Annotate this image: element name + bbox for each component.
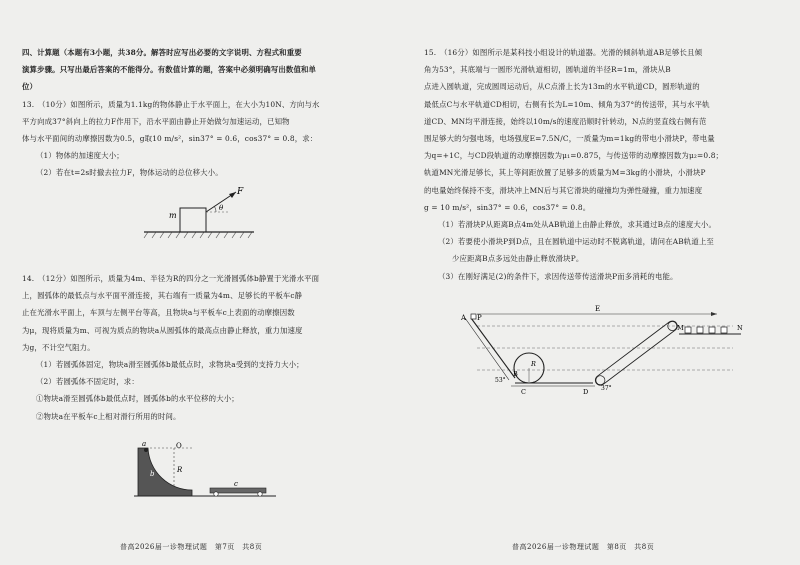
q15-subquestion: （1）若滑块P从距离B点4m处从AB轨道上由静止释放，求其通过B点的速度大小。: [438, 220, 716, 230]
q14-line: 14. （12分）如图所示，质量为4m、半径为R的四分之一光滑圆弧体b静置于光滑水平面: [22, 274, 320, 283]
q14-subsubquestion: ①物块a滑至圆弧体b最低点时，圆弧体b的水平位移的大小；: [36, 394, 239, 404]
left-page-footer: 普高2026届一诊物理试题 第7页 共8页: [120, 543, 263, 551]
q14-o-label: O: [176, 442, 182, 450]
q13-mass-label: m: [169, 211, 177, 220]
q14-line: 止在光滑水平面上，车顶与左侧平台等高，且物块a与平板车c上表面的动摩擦因数: [22, 308, 295, 318]
q13-subquestion: （2）若在t=2s时撤去拉力F，物体运动的总位移大小。: [36, 168, 223, 178]
q15-label-A: A: [461, 314, 467, 322]
q15-line: 道CD、MN均平滑连接，始终以10m/s的速度沿顺时针转动，N点的竖直线右侧有范: [424, 116, 707, 126]
q15-line: 轨道MN光滑足够长，其上等间距放置了足够多的质量为M=3kg的小滑块，小滑块P: [424, 168, 706, 178]
left-page-text: [22, 44, 392, 182]
q13-angle-label: θ: [219, 204, 224, 212]
q13-line: 平方向成37°斜向上的拉力F作用下，沿水平面由静止开始做匀加速运动，已知物: [22, 116, 290, 126]
q14-line: 上，圆弧体的最低点与水平面平滑连接，其右端有一质量为4m、足够长的平板车c静: [22, 291, 303, 301]
q15-line: 点进入圆轨道，完成圆周运动后，从C点滑上长为13m的水平轨道CD，圆形轨道的: [424, 82, 700, 92]
right-page-footer: 普高2026届一诊物理试题 第8页 共8页: [512, 543, 655, 551]
q15-label-N: N: [737, 324, 743, 332]
q13-line: 体与水平面间的动摩擦因数为0.5，g取10 m/s²，sin37° = 0.6，cos37° = 0.8，求：: [22, 134, 318, 144]
q15-line: g = 10 m/s²，sin37° = 0.6，cos37° = 0.8。: [424, 202, 591, 212]
q14-subquestion: （1）若圆弧体固定，物块a滑至圆弧体b最低点时，求物块a受到的支持力大小；: [36, 360, 304, 370]
q14-b-label: b: [150, 470, 155, 478]
q14-subsubquestion: ②物块a在平板车c上相对滑行所用的时间。: [36, 411, 181, 421]
q15-line: 角为53°，其底端与一圆形光滑轨道相切，圆轨道的半径R=1m，滑块从B: [424, 65, 671, 75]
q15-subquestion: 少应距离B点多远处由静止释放滑块P。: [452, 254, 584, 264]
q15-angle-53: 53°: [495, 377, 506, 384]
q15-label-E: E: [595, 305, 601, 313]
q15-label-D: D: [583, 388, 589, 396]
q15-line: 为q=+1C，与CD段轨道的动摩擦因数为μ₁=0.875，与传送带的动摩擦因数为μ₂=0.8；: [424, 151, 724, 161]
section-header-line: 演算步骤。只写出最后答案的不能得分。有数值计算的题，答案中必须明确写出数值和单: [22, 65, 317, 75]
q13-block-figure: [140, 186, 260, 242]
q13-line: 13. （10分）如图所示，质量为1.1kg的物体静止于水平面上，在大小为10N、方向与水: [22, 99, 320, 109]
q13-force-label: F: [237, 187, 244, 197]
section-header-line: 位）: [22, 82, 38, 92]
q15-line: 的电量始终保持不变，滑块冲上MN后与其它滑块的碰撞均为弹性碰撞，重力加速度: [424, 185, 703, 195]
q15-subquestion: （3）在刚好满足(2)的条件下，求因传送带传送滑块P而多消耗的电能。: [438, 271, 678, 281]
q15-label-R: R: [531, 360, 536, 368]
q15-line: 最低点C与水平轨道CD相切，右侧有长为L=10m、倾角为37°的传送带，其与水平轨: [424, 99, 710, 109]
q15-line: 15. （16分）如图所示是某科技小组设计的轨道器。光滑的倾斜轨道AB足够长且倾: [424, 48, 703, 57]
q15-label-P: P: [477, 314, 482, 322]
q14-r-label: R: [177, 466, 183, 474]
q15-line: 围足够大的匀强电场，电场强度E=7.5N/C，一质量为m=1kg的带电小滑块P，带电量: [424, 134, 715, 144]
q14-c-label: c: [234, 480, 238, 488]
q14-a-label: a: [142, 440, 147, 448]
q14-line: 为μ，现将质量为m、可视为质点的物块a从圆弧体的最高点由静止释放，重力加速度: [22, 325, 303, 335]
q14-arc-figure: [130, 440, 280, 506]
section-header-line: 四、计算题（本题有3小题，共38分。解答时应写出必要的文字说明、方程式和重要: [22, 48, 302, 57]
q14-subquestion: （2）若圆弧体不固定时，求：: [36, 377, 139, 387]
q15-angle-37: 37°: [601, 385, 612, 392]
q15-label-C: C: [521, 388, 526, 396]
q15-label-M: M: [677, 324, 684, 332]
q14-text: [22, 270, 392, 425]
q15-track-figure: [455, 300, 745, 400]
q14-line: 为g，不计空气阻力。: [22, 342, 95, 352]
q15-label-B: B: [513, 370, 518, 378]
q13-subquestion: （1）物体的加速度大小；: [36, 151, 124, 161]
q15-subquestion: （2）若要使小滑块P到D点，且在圆轨道中运动时不脱离轨道，请问在AB轨道上至: [438, 237, 714, 247]
right-page-text: [424, 44, 784, 285]
